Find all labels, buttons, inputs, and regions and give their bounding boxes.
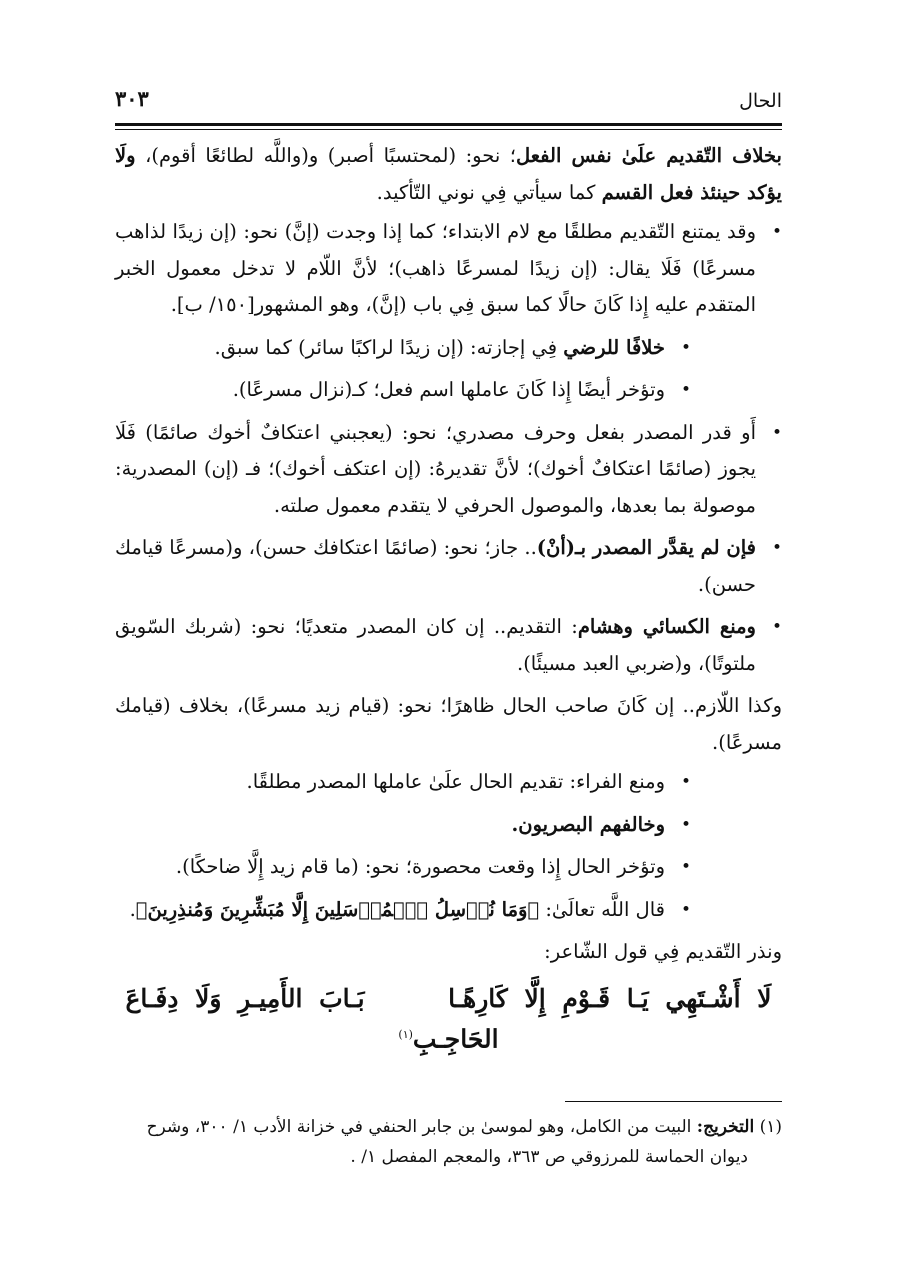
footnote-label: التخريج: [696,1117,755,1137]
bullet-item [115,807,691,844]
poetry-verse [115,981,782,1058]
bold-phrase: ومنع الكسائي وهشام [577,615,756,638]
bullet-item [115,764,691,801]
verse-hemistich-1: لَا أَشْـتَهِي يَـا قَـوْمِ إِلَّا كَارِهًـا [448,983,772,1013]
bullet-icon: • [771,617,782,637]
main-text [115,138,782,1058]
header-rule-thick [115,123,782,126]
page-number: ٣٠٣ [115,86,149,111]
bullet-icon: • [680,380,691,400]
bold-phrase: بخلاف التّقديم علَىٰ نفس الفعل [516,144,782,167]
footnote-marker: (١) [398,1028,413,1041]
bullet-text: أَو قدر المصدر بفعل وحرف مصدري؛ نحو: (يعجبني اعتكافٌ أخوك صائمًا) فَلَا يجوز (صائمًا اعتكافٌ أخوك)؛ لأنَّ تقديرهُ: (إن اعتكف أخوك)؛ فـ (إن) المصدرية: موصولة بما بعدها، والموصول الحرفي لا يتقدم معمول صلته. [115,420,756,517]
bullet-icon: • [771,222,782,242]
running-header [115,86,782,120]
bullet-item [115,892,691,929]
bullet-text: ومنع الفراء: تقديم الحال علَىٰ عاملها المصدر مطلقًا. [246,770,665,793]
bullet-icon: • [680,814,691,835]
chapter-title: الحال [739,90,782,112]
footnote-number: (١) [759,1117,782,1137]
bullet-text: فِي إجازته: (إن زيدًا لراكبًا سائر) كما سبق. [214,335,564,359]
bold-phrase: ولَا يؤكد حينئذ فعل القسم [115,144,782,204]
bullet-item [115,530,782,603]
header-rule-thin [115,129,782,130]
bullet-text: وقد يمتنع التّقديم مطلقًا مع لام الابتداء؛ كما إذا وجدت (إنَّ) نحو: (إن زيدًا لذاهب مسرعًا) فَلَا يقال: (إن زيدًا لمسرعًا ذاهب)؛ لأنَّ اللّام لا تدخل معمول الخبر المتقدم عليه إِذا كَانَ حالًا كما سبق فِي باب (إنَّ)، وهو المشهور[١٥٠/ ب]. [115,220,756,316]
bullet-icon: • [771,422,782,443]
bullet-item [115,330,691,367]
footnote-line-2: ديوان الحماسة للمرزوقي ص ٣٦٣، والمعجم المفصل ١/ . [350,1147,748,1167]
footnote-rule [565,1101,782,1102]
bullet-icon: • [680,899,691,920]
bold-phrase: وخالفهم البصريون. [511,812,665,836]
footnote [115,1112,782,1172]
text-run: ؛ نحو: (لمحتسبًا أصبر) و(واللَّه لطائعًا أقوم)، [135,144,516,167]
verse-hemistich-2: بَـابَ الأَمِيـرِ وَلَا دِفَـاعَ الحَاجِـبِ [125,983,499,1054]
bullet-icon: • [680,337,691,358]
bullet-item [115,214,782,324]
paragraph-1 [115,138,782,211]
quran-verse: ﴿وَمَا نُرۡسِلُ ٱلۡمُرۡسَلِينَ إِلَّا مُبَشِّرِينَ وَمُنذِرِينَ﴾ [135,897,540,921]
bullet-text: وتؤخر الحال إِذا وقعت محصورة؛ نحو: (ما قام زيد إِلَّا ضاحكًا). [175,855,665,878]
bullet-item [115,609,782,682]
bullet-text: : التقديم.. إن كان المصدر متعديًا؛ نحو: (شربك السّويق ملتوتًا)، و(ضربي العبد مسيئًا). [115,615,756,675]
text-run: كما سيأتي فِي نوني التّأكيد. [376,180,602,204]
bold-phrase: خلافًا للرضي [563,335,665,359]
text-run: . [129,897,136,921]
paragraph-3: ونذر التّقديم فِي قول الشّاعر: [544,940,782,963]
bullet-text: وتؤخر أيضًا إِذا كَانَ عاملها اسم فعل؛ كـ(نزال مسرعًا). [232,378,665,401]
bullet-item [115,849,691,886]
bullet-item [115,415,782,525]
bold-phrase: فإن لم يقدَّر المصدر بـ(أنْ) [536,536,756,559]
bullet-icon: • [680,772,691,792]
paragraph-2: وكذا اللّازم.. إن كَانَ صاحب الحال ظاهرًا؛ نحو: (قيام زيد مسرعًا)، بخلاف (قيامك مسرعًا). [115,694,782,754]
bullet-icon: • [680,857,691,877]
footnote-line-1 [115,1112,782,1142]
bullet-text: قال اللَّه تعالَىٰ: [539,897,665,921]
bullet-item [115,372,691,409]
bullet-icon: • [771,538,782,558]
footnote-text: البيت من الكامل، وهو لموسىٰ بن جابر الحنفي في خزانة الأدب ١/ ٣٠٠، وشرح [146,1117,697,1137]
bullet-text: .. جاز؛ نحو: (صائمًا اعتكافك حسن)، و(مسرعًا قيامك حسن). [115,536,756,596]
